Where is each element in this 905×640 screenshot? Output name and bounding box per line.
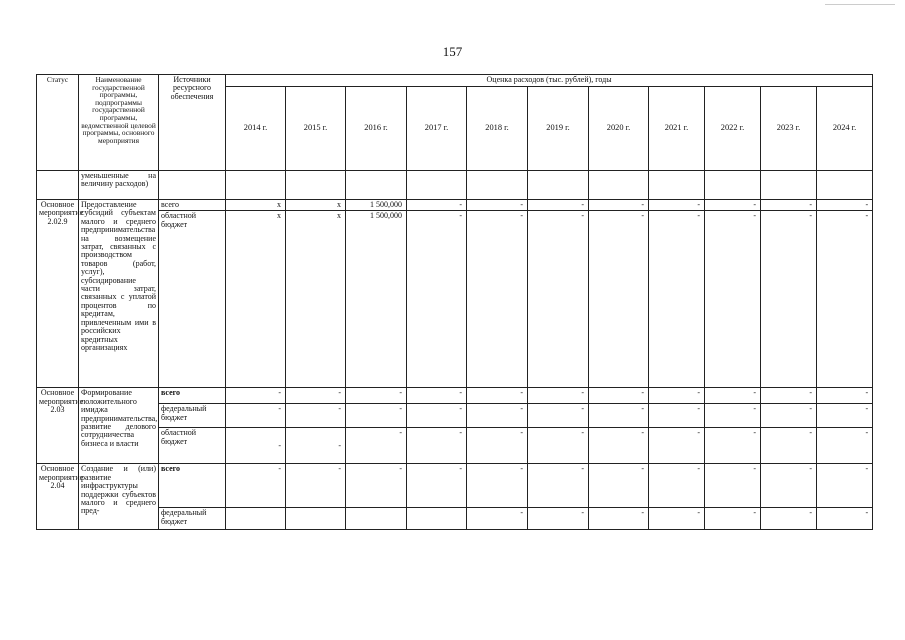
value-cell: - [817,200,873,211]
source-cell: всего [159,388,226,404]
header-name: Наименование государственной программы, подпрограммы государственной программы, ведомственной целевой программы, основного мероприятия [79,75,159,171]
source-cell: федеральный бюджет [159,508,226,530]
value-cell: - [407,211,467,388]
table-row [37,428,873,464]
value-cell: - [226,464,286,508]
value-cell: - [761,508,817,530]
empty-cell [761,171,817,200]
value-cell: - [528,508,589,530]
value-cell: - [407,404,467,428]
header-year: 2020 г. [589,87,649,171]
value-cell: - [817,428,873,464]
value-cell: - [226,404,286,428]
table-row [37,404,873,428]
value-cell: - [761,428,817,464]
value-cell: х [226,200,286,211]
empty-cell [226,171,286,200]
status-cell: Основное мероприятие 2.04 [37,464,79,530]
value-cell: - [286,464,346,508]
header-year: 2014 г. [226,87,286,171]
table-row [37,508,873,530]
value-cell: - [346,388,407,404]
empty-cell [286,171,346,200]
value-cell: - [346,404,407,428]
value-cell: - [589,464,649,508]
value-cell: - [407,388,467,404]
table-row [37,200,873,211]
value-cell: - [705,508,761,530]
value-cell: - [705,428,761,464]
source-cell: всего [159,464,226,508]
empty-cell [817,171,873,200]
source-cell: областной бюджет [159,211,226,388]
value-cell: - [649,464,705,508]
value-cell: х [286,211,346,388]
value-cell: - [589,211,649,388]
table-row [37,211,873,388]
header-estimate: Оценка расходов (тыс. рублей), годы [226,75,873,87]
value-cell: - [467,211,528,388]
header-year: 2016 г. [346,87,407,171]
empty-cell [467,171,528,200]
value-cell: - [817,211,873,388]
value-cell: 1 500,000 [346,200,407,211]
cont-status [37,171,79,200]
measure-name-cell: Формирование положительного имиджа предпринимательства, развитие делового сотрудничества бизнеса и власти [79,388,159,464]
header-row [37,75,873,87]
value-cell [407,508,467,530]
value-cell [286,508,346,530]
value-cell: - [286,404,346,428]
empty-cell [589,171,649,200]
source-cell: областной бюджет [159,428,226,464]
table-row [37,388,873,404]
value-cell: - [467,428,528,464]
header-year: 2023 г. [761,87,817,171]
value-cell: - [761,388,817,404]
value-cell: - [817,388,873,404]
header-year: 2017 г. [407,87,467,171]
empty-cell [159,171,226,200]
value-cell: - [705,464,761,508]
value-cell: - [705,200,761,211]
value-cell: - [761,464,817,508]
value-cell: - [467,404,528,428]
value-cell: - [589,508,649,530]
page-number: 157 [442,44,463,59]
measure-name-cell: Создание и (или) развитие инфраструктуры поддержки субъектов малого и среднего пред- [79,464,159,530]
value-cell: - [407,200,467,211]
header-source: Источники ресурсного обеспечения [159,75,226,171]
value-cell: - [528,428,589,464]
table-row [37,464,873,508]
value-cell: - [817,508,873,530]
empty-cell [407,171,467,200]
scan-artifact-line [825,4,895,5]
value-cell: - [226,388,286,404]
value-cell: - [817,464,873,508]
value-cell: - [705,211,761,388]
value-cell: - [761,404,817,428]
header-year: 2018 г. [467,87,528,171]
value-cell: - [528,404,589,428]
value-cell: - [346,464,407,508]
source-cell: всего [159,200,226,211]
header-year: 2021 г. [649,87,705,171]
value-cell [226,508,286,530]
value-cell: - [649,211,705,388]
value-cell: - [589,428,649,464]
value-cell: - [528,464,589,508]
value-cell: - [528,200,589,211]
measure-name-cell: Предоставление субсидий субъектам малого и среднего предпринимательства на возмещение затрат, связанных с производством товаров (работ, услуг), субсидирование части затрат, связанных с уплатой процентов по кредитам, привлеченным ими в российских кредитных организациях [79,200,159,388]
value-cell: - [705,404,761,428]
value-cell: - [407,464,467,508]
empty-cell [705,171,761,200]
value-cell: - [649,388,705,404]
continuation-text: уменьшенные на величину расходов) [79,171,159,200]
value-cell: - [528,211,589,388]
header-status: Статус [37,75,79,171]
header-year: 2015 г. [286,87,346,171]
value-cell: 1 500,000 [346,211,407,388]
source-cell: федеральный бюджет [159,404,226,428]
value-cell: - [817,404,873,428]
value-cell: - [467,464,528,508]
empty-cell [528,171,589,200]
value-cell: - [649,200,705,211]
value-cell: - [528,388,589,404]
value-cell: - [407,428,467,464]
value-cell: - [467,508,528,530]
value-cell: - [705,388,761,404]
value-cell: - [226,428,286,464]
empty-cell [649,171,705,200]
value-cell: - [761,211,817,388]
status-cell: Основное мероприятие 2.02.9 [37,200,79,388]
empty-cell [346,171,407,200]
value-cell: - [286,428,346,464]
value-cell: - [346,428,407,464]
value-cell [346,508,407,530]
value-cell: - [467,200,528,211]
value-cell: х [226,211,286,388]
header-year: 2019 г. [528,87,589,171]
value-cell: - [467,388,528,404]
value-cell: - [589,404,649,428]
budget-table [36,74,873,530]
value-cell: - [649,428,705,464]
status-cell: Основное мероприятие 2.03 [37,388,79,464]
value-cell: - [649,404,705,428]
value-cell: - [649,508,705,530]
value-cell: - [761,200,817,211]
header-year: 2022 г. [705,87,761,171]
header-year: 2024 г. [817,87,873,171]
value-cell: х [286,200,346,211]
continuation-row [37,171,873,200]
value-cell: - [286,388,346,404]
value-cell: - [589,200,649,211]
value-cell: - [589,388,649,404]
